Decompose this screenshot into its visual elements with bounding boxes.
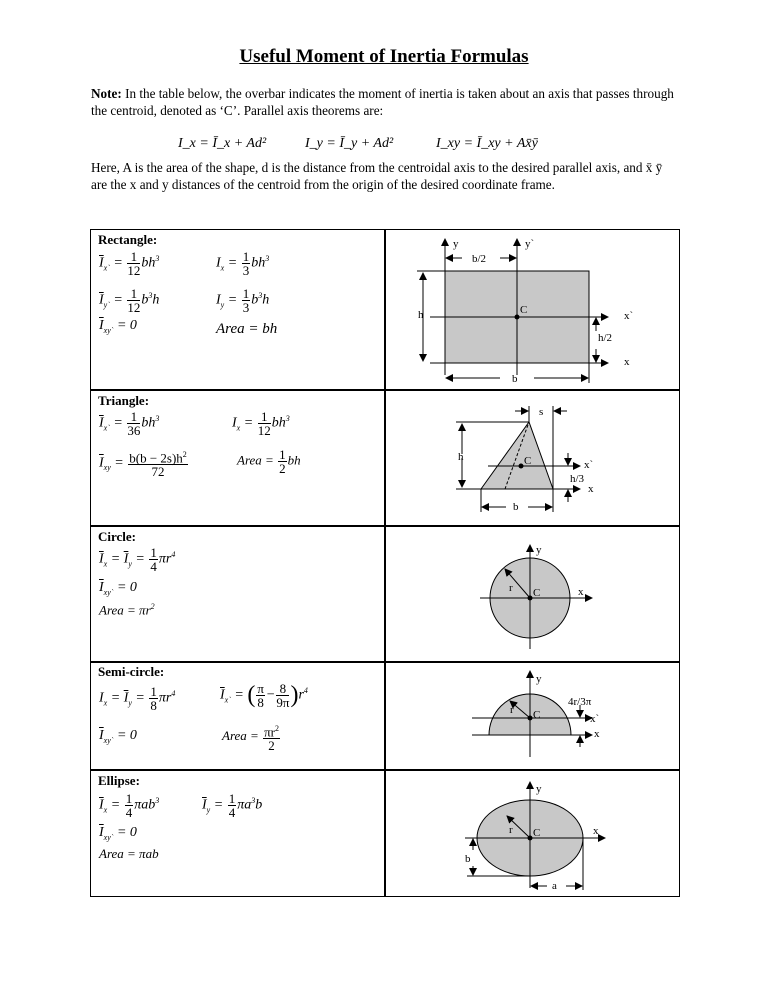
row-title-ellipse: Ellipse: <box>98 773 140 788</box>
formula-semi-ixy: $\overline{I}_{xy`} = 0$ <box>99 728 137 745</box>
label-b2: b/2 <box>472 253 487 265</box>
label-y: y <box>536 783 542 795</box>
row-title-semicircle: Semi-circle: <box>98 664 165 679</box>
label-h: h <box>418 309 424 321</box>
row-title-triangle: Triangle: <box>98 393 150 408</box>
formula-circle-ix: $\overline{I}_x = \overline{I}_y$ = $\frac{1}{4}$ $\pi r^4$ <box>99 545 176 574</box>
formula-ellipse-iy: $\overline{I}_y$ = $\frac{1}{4}$ $\pi a^3b$ <box>202 791 263 820</box>
note-paragraph <box>91 86 681 119</box>
formula-ellipse-ix: $\overline{I}_x$ = $\frac{1}{4}$ πab$^3$ <box>99 791 160 820</box>
label-x: x <box>593 825 599 837</box>
label-x: x <box>578 586 584 598</box>
label-b: b <box>512 373 518 385</box>
label-r: r <box>510 704 514 716</box>
label-x: x <box>594 728 600 740</box>
label-y: y <box>536 673 542 685</box>
label-c: C <box>520 304 528 316</box>
label-xp: x` <box>590 713 600 725</box>
label-c: C <box>533 827 541 839</box>
label-xp: x` <box>584 459 594 471</box>
row-divider <box>90 525 680 527</box>
label-y: y <box>536 544 542 556</box>
label-r: r <box>509 582 513 594</box>
label-x: x <box>588 483 594 495</box>
label-b: b <box>513 501 519 513</box>
ellipse-diagram <box>455 776 625 894</box>
semicircle-diagram <box>460 667 630 763</box>
note-text: In the table below, the overbar indicates the moment of inertia is taken about an axis that passes through the centroid, denoted as ‘C’. Parallel axis theorems are: <box>91 86 674 118</box>
row-title-circle: Circle: <box>98 529 137 544</box>
theorem-xy: I_xy = Ī_xy + Ax̄ȳ <box>436 136 538 151</box>
label-c: C <box>533 587 541 599</box>
label-x: x <box>624 356 630 368</box>
page-title: Useful Moment of Inertia Formulas <box>239 46 529 67</box>
formula-rect-iy: $I_y$ = $\frac{1}{3}$ $b^3h$ <box>216 286 270 315</box>
label-h: h <box>458 451 464 463</box>
triangle-diagram <box>440 398 640 520</box>
label-b: b <box>465 853 471 865</box>
formula-semi-ix-centroid: $\overline{I}_{x`}$ = ( $\frac{\pi}{8}$ − $\frac{8}{9\pi}$ )$r^4$ <box>220 681 308 710</box>
label-h3: h/3 <box>570 473 585 485</box>
rect-ixy-value: = 0 <box>116 318 137 333</box>
label-a: a <box>552 880 557 892</box>
formula-tri-ixy: $\overline{I}_{xy}$ = $\frac{b(b - 2s)h^2}{72}$ <box>99 450 187 480</box>
label-yp: y` <box>525 238 535 250</box>
formula-semi-area: Area = $\frac{\pi r^2}{2}$ <box>222 724 279 754</box>
rectangle-diagram <box>400 233 670 387</box>
label-c: C <box>533 709 541 721</box>
label-xp: x` <box>624 310 634 322</box>
row-divider <box>90 389 680 391</box>
formula-circle-area: Area = $\pi r^2$ <box>99 602 155 618</box>
formula-rect-ix: $I_x$ = $\frac{1}{3}$ $bh^3$ <box>216 249 270 278</box>
formula-semi-ix: $I_x = \overline{I}_y$ = $\frac{1}{8}$ $\pi r^4$ <box>99 684 176 713</box>
formula-ellipse-ixy: $\overline{I}_{xy`} = 0$ <box>99 825 137 842</box>
formula-rect-ixy: $\overline{I}_{xy`} = 0$ <box>99 318 137 335</box>
formula-tri-area: Area = $\frac{1}{2}$ bh <box>237 447 301 476</box>
theorem-x: I_x = Ī_x + Ad² <box>178 136 267 151</box>
theorem-y: I_y = Ī_y + Ad² <box>305 136 394 151</box>
formula-circle-ixy: $\overline{I}_{xy`} = 0$ <box>99 580 137 597</box>
formula-tri-ix-centroid: $\overline{I}_{x`}$ = $\frac{1}{36}$ $bh^3$ <box>99 409 160 438</box>
note-label: Note: <box>91 86 122 101</box>
formula-rect-ix-centroid: $\overline{I}_{x`}$ = $\frac{1}{12}$ $bh^3$ <box>99 249 160 278</box>
table-divider <box>384 229 386 897</box>
circle-diagram <box>460 537 610 657</box>
row-divider <box>90 769 680 771</box>
label-s: s <box>539 406 544 418</box>
formula-tri-ix: $I_x$ = $\frac{1}{12}$ $bh^3$ <box>232 409 290 438</box>
label-r: r <box>509 824 513 836</box>
row-title-rectangle: Rectangle: <box>98 232 158 247</box>
label-c: C <box>524 455 532 467</box>
label-y: y <box>453 238 459 250</box>
here-paragraph: Here, A is the area of the shape, d is the distance from the centroidal axis to the desired parallel axis, and x̄ ȳ are the x and y distances of the centroid from the origin of the desired coordinate frame. <box>91 160 663 192</box>
formula-rect-area: Area = bh <box>216 321 278 337</box>
formula-ellipse-area: Area = πab <box>99 846 159 861</box>
formula-rect-iy-centroid: $\overline{I}_{y`}$ = $\frac{1}{12}$ $b^3h$ <box>99 286 160 315</box>
label-4r3pi: 4r/3π <box>568 696 592 708</box>
row-divider <box>90 661 680 663</box>
label-h2: h/2 <box>598 332 613 344</box>
